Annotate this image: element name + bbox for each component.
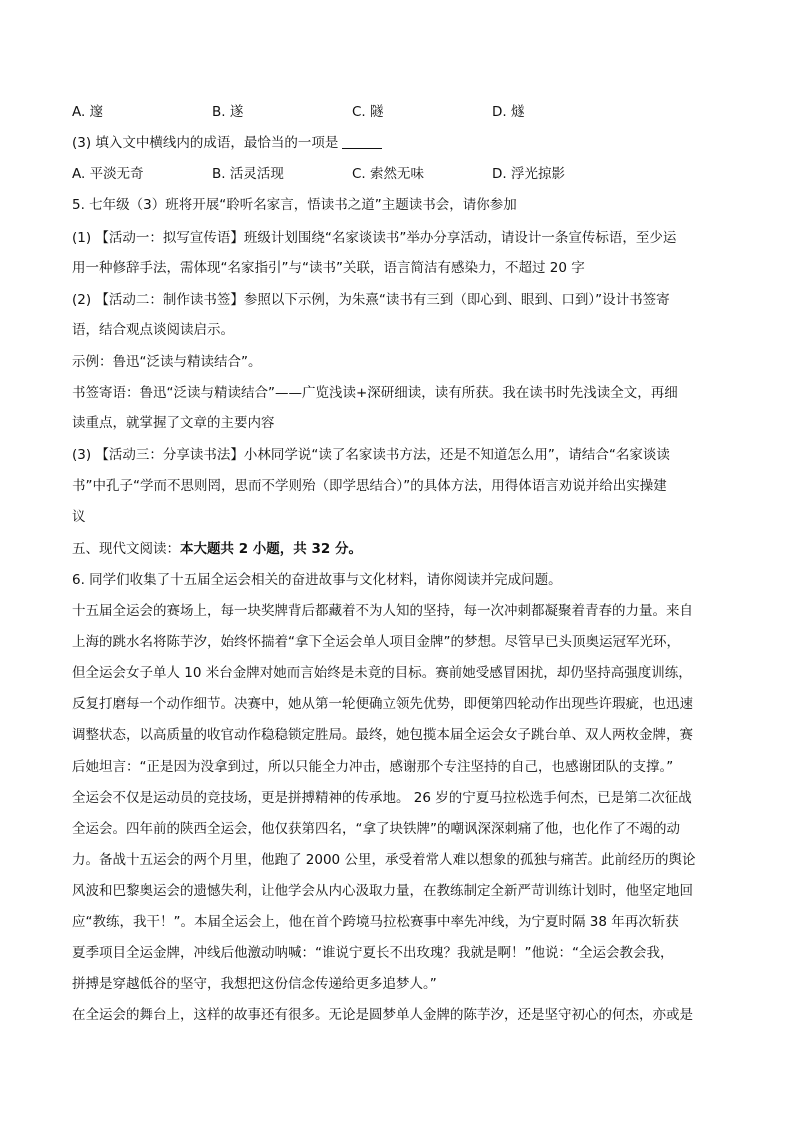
section5-heading — [72, 539, 722, 559]
q5-intro: 5. 七年级（3）班将开展“聆听名家言，悟读书之道”主题读书会，请你参加 — [72, 197, 517, 213]
q6-passage-line: 风波和巴黎奥运会的遗憾失利，让他学会从内心汲取力量，在教练制定全新严苛训练计划时，他坚定地回 — [72, 883, 693, 899]
q5-item1-line1: (1) 【活动一：拟写宣传语】班级计划围绕“名家谈读书”举办分享活动，请设计一条宣传标语，至少运 — [72, 230, 677, 246]
q6-passage-line: 力。备战十五运会的两个月里，他跑了 2000 公里，承受着常人难以想象的孤独与痛苦。此前经历的舆论 — [72, 852, 696, 868]
q4-3-question — [72, 133, 722, 153]
q6-passage-line: 拼搏是穿越低谷的坚守，我想把这份信念传递给更多追梦人。” — [72, 976, 437, 992]
q6-passage-line: 全运会不仅是运动员的竞技场，更是拼搏精神的传承地。 26 岁的宁夏马拉松选手何杰，已是第二次征战 — [72, 790, 692, 806]
option-d[interactable]: D. 燧 — [492, 104, 525, 120]
q6-passage-line: 但全运会女子单人 10 米台金牌对她而言始终是未竟的目标。赛前她受感冒困扰，却仍坚持高强度训练， — [72, 665, 692, 681]
option-a[interactable]: A. 平淡无奇 — [72, 166, 144, 182]
q6-passage-line: 上海的跳水名将陈芋汐，始终怀揣着“拿下全运会单人项目金牌”的梦想。尽管早已头顶奥运冠军光环， — [72, 634, 680, 650]
q6-passage-line: 应“教练，我干！”。本届全运会上，他在首个跨境马拉松赛事中率先冲线，为宁夏时隔 38 年再次斩获 — [72, 914, 679, 930]
section5-heading-detail: 本大题共 2 小题，共 32 分。 — [180, 541, 362, 557]
q6-intro: 6. 同学们收集了十五届全运会相关的奋进故事与文化材料，请你阅读并完成问题。 — [72, 572, 562, 588]
q4-3-question-text: (3) 填入文中横线内的成语，最恰当的一项是 — [72, 135, 339, 151]
q5-item1-line2: 用一种修辞手法，需体现“名家指引”与“读书”关联，语言简洁有感染力，不超过 20 字 — [72, 260, 585, 276]
option-a[interactable]: A. 邃 — [72, 104, 104, 120]
q6-passage-line: 夏季项目全运金牌，冲线后他激动呐喊：“谁说宁夏长不出玫瑰？我就是啊！”他说：“全运会教会我， — [72, 945, 674, 961]
q6-passage-line: 在全运会的舞台上，这样的故事还有很多。无论是圆梦单人金牌的陈芋汐，还是坚守初心的何杰，亦或是 — [72, 1007, 693, 1023]
option-c[interactable]: C. 隧 — [352, 104, 384, 120]
q5-item3-line1: (3) 【活动三：分享读书法】小林同学说“读了名家读书方法，还是不知道怎么用”，请结合“名家谈读 — [72, 447, 670, 463]
option-b[interactable]: B. 活灵活现 — [212, 166, 284, 182]
q6-passage-line: 反复打磨每一个动作细节。决赛中，她从第一轮便确立领先优势，即便第四轮动作出现些许瑕疵，也迅速 — [72, 696, 693, 712]
option-c[interactable]: C. 索然无味 — [352, 166, 425, 182]
q6-passage-line: 十五届全运会的赛场上，每一块奖牌背后都藏着不为人知的坚持，每一次冲刺都凝聚着青春的力量。来自 — [72, 603, 693, 619]
option-d[interactable]: D. 浮光掠影 — [492, 166, 565, 182]
answer-blank[interactable] — [342, 134, 382, 149]
q5-item2-line2: 语，结合观点谈阅读启示。 — [72, 322, 234, 338]
q5-item3-line3: 议 — [72, 509, 86, 525]
section5-heading-prefix: 五、现代文阅读： — [72, 541, 180, 557]
q4-2-options — [72, 102, 722, 122]
option-b[interactable]: B. 遂 — [212, 104, 244, 120]
q5-bookmark-line1: 书签寄语：鲁迅“泛读与精读结合”——广览浅读+深研细读，读有所获。我在读书时先浅读全文，再细 — [72, 385, 678, 401]
q6-passage-line: 后她坦言：“正是因为没拿到过，所以只能全力冲击，感谢那个专注坚持的自己，也感谢团队的支撑。” — [72, 759, 674, 775]
q5-bookmark-line2: 读重点，就掌握了文章的主要内容 — [72, 415, 275, 431]
q6-passage-line: 调整状态，以高质量的收官动作稳稳锁定胜局。最终，她包揽本届全运会女子跳台单、双人两枚金牌，赛 — [72, 727, 693, 743]
q5-item2-line1: (2) 【活动二：制作读书签】参照以下示例，为朱熹“读书有三到（即心到、眼到、口到）”设计书签寄 — [72, 292, 670, 308]
q4-3-options — [72, 164, 722, 184]
q5-item3-line2: 书”中孔子“学而不思则罔，思而不学则殆（即学思结合）”的具体方法，用得体语言劝说并给出实操建 — [72, 478, 667, 494]
q6-passage-line: 全运会。四年前的陕西全运会，他仅获第四名，“拿了块铁牌”的嘲讽深深刺痛了他，也化作了不竭的动 — [72, 821, 680, 837]
q5-example: 示例：鲁迅“泛读与精读结合”。 — [72, 354, 262, 370]
